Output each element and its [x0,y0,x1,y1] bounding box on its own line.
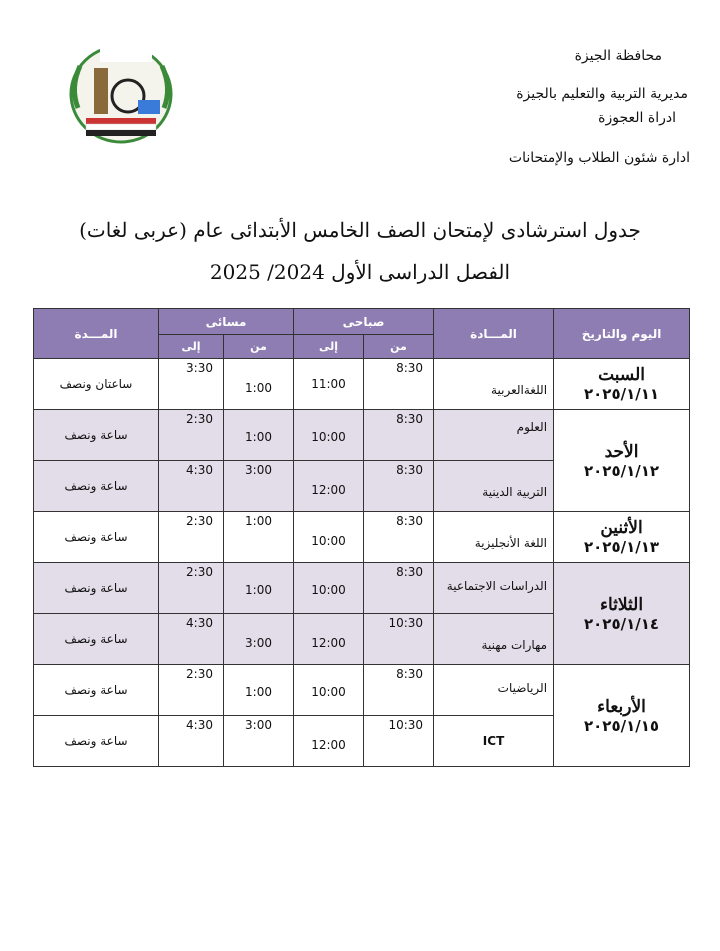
evening-to-cell: 2:30 [159,665,224,716]
morning-to-cell: 10:00 [294,512,364,563]
table-row [34,563,690,614]
day-cell: الثلاثاء ٢٠٢٥/١/١٤ [554,563,690,665]
morning-from-header: من [364,335,434,359]
morning-from-cell: 10:30 [364,614,434,665]
morning-to-cell: 12:00 [294,614,364,665]
subject-cell: مهارات مهنية [434,614,554,665]
evening-from-cell: 1:00 [224,665,294,716]
morning-to-cell: 11:00 [294,359,364,410]
table-row [34,665,690,716]
morning-to-cell: 12:00 [294,461,364,512]
exam-schedule-table [33,308,690,767]
subject-cell: الرياضيات [434,665,554,716]
duration-header: المـــدة [34,309,159,359]
evening-from-cell: 1:00 [224,410,294,461]
morning-from-cell: 8:30 [364,410,434,461]
governorate-text: محافظة الجيزة [574,48,662,64]
semester-title: الفصل الدراسى الأول 2024/ 2025 [209,260,511,284]
duration-cell: ساعة ونصف [34,512,159,563]
administration-text: ادراة العجوزة [598,110,676,126]
evening-to-cell: 4:30 [159,461,224,512]
day-date-header: اليوم والتاريخ [554,309,690,359]
evening-from-header: من [224,335,294,359]
day-cell: الأحد ٢٠٢٥/١/١٢ [554,410,690,512]
evening-header: مسائى [159,309,294,335]
evening-from-cell: 3:00 [224,614,294,665]
department-text: ادارة شئون الطلاب والإمتحانات [508,150,690,166]
subject-cell: العلوم [434,410,554,461]
evening-from-cell: 1:00 [224,512,294,563]
table-row [34,359,690,410]
directorate-text: مديرية التربية والتعليم بالجيزة [516,86,688,102]
evening-to-cell: 2:30 [159,512,224,563]
evening-to-cell: 2:30 [159,410,224,461]
duration-cell: ساعة ونصف [34,563,159,614]
morning-to-cell: 10:00 [294,410,364,461]
subject-cell: اللغة الأنجليزية [434,512,554,563]
subject-cell: ICT [434,716,554,767]
subject-header: المـــادة [434,309,554,359]
evening-to-cell: 3:30 [159,359,224,410]
duration-cell: ساعة ونصف [34,410,159,461]
table-row [34,410,690,461]
morning-from-cell: 8:30 [364,665,434,716]
evening-to-cell: 2:30 [159,563,224,614]
morning-from-cell: 8:30 [364,563,434,614]
subject-cell: الدراسات الاجتماعية [434,563,554,614]
day-cell: الأربعاء ٢٠٢٥/١/١٥ [554,665,690,767]
table-row [34,512,690,563]
table-header-row [34,309,690,335]
morning-to-cell: 12:00 [294,716,364,767]
subject-cell: التربية الدينية [434,461,554,512]
morning-from-cell: 8:30 [364,512,434,563]
morning-to-header: إلى [294,335,364,359]
morning-to-cell: 10:00 [294,665,364,716]
evening-to-header: إلى [159,335,224,359]
duration-cell: ساعة ونصف [34,665,159,716]
duration-cell: ساعة ونصف [34,461,159,512]
directorate-logo [66,38,176,146]
duration-cell: ساعة ونصف [34,716,159,767]
evening-from-cell: 3:00 [224,716,294,767]
day-cell: السبت ٢٠٢٥/١/١١ [554,359,690,410]
evening-to-cell: 4:30 [159,716,224,767]
morning-from-cell: 8:30 [364,461,434,512]
morning-header: صباحى [294,309,434,335]
evening-from-cell: 1:00 [224,563,294,614]
duration-cell: ساعة ونصف [34,614,159,665]
morning-from-cell: 8:30 [364,359,434,410]
evening-to-cell: 4:30 [159,614,224,665]
schedule-title: جدول استرشادى لإمتحان الصف الخامس الأبتدائى عام (عربى لغات) [79,218,641,242]
duration-cell: ساعتان ونصف [34,359,159,410]
day-cell: الأثنين ٢٠٢٥/١/١٣ [554,512,690,563]
evening-from-cell: 1:00 [224,359,294,410]
subject-cell: اللغةالعربية [434,359,554,410]
morning-from-cell: 10:30 [364,716,434,767]
evening-from-cell: 3:00 [224,461,294,512]
morning-to-cell: 10:00 [294,563,364,614]
